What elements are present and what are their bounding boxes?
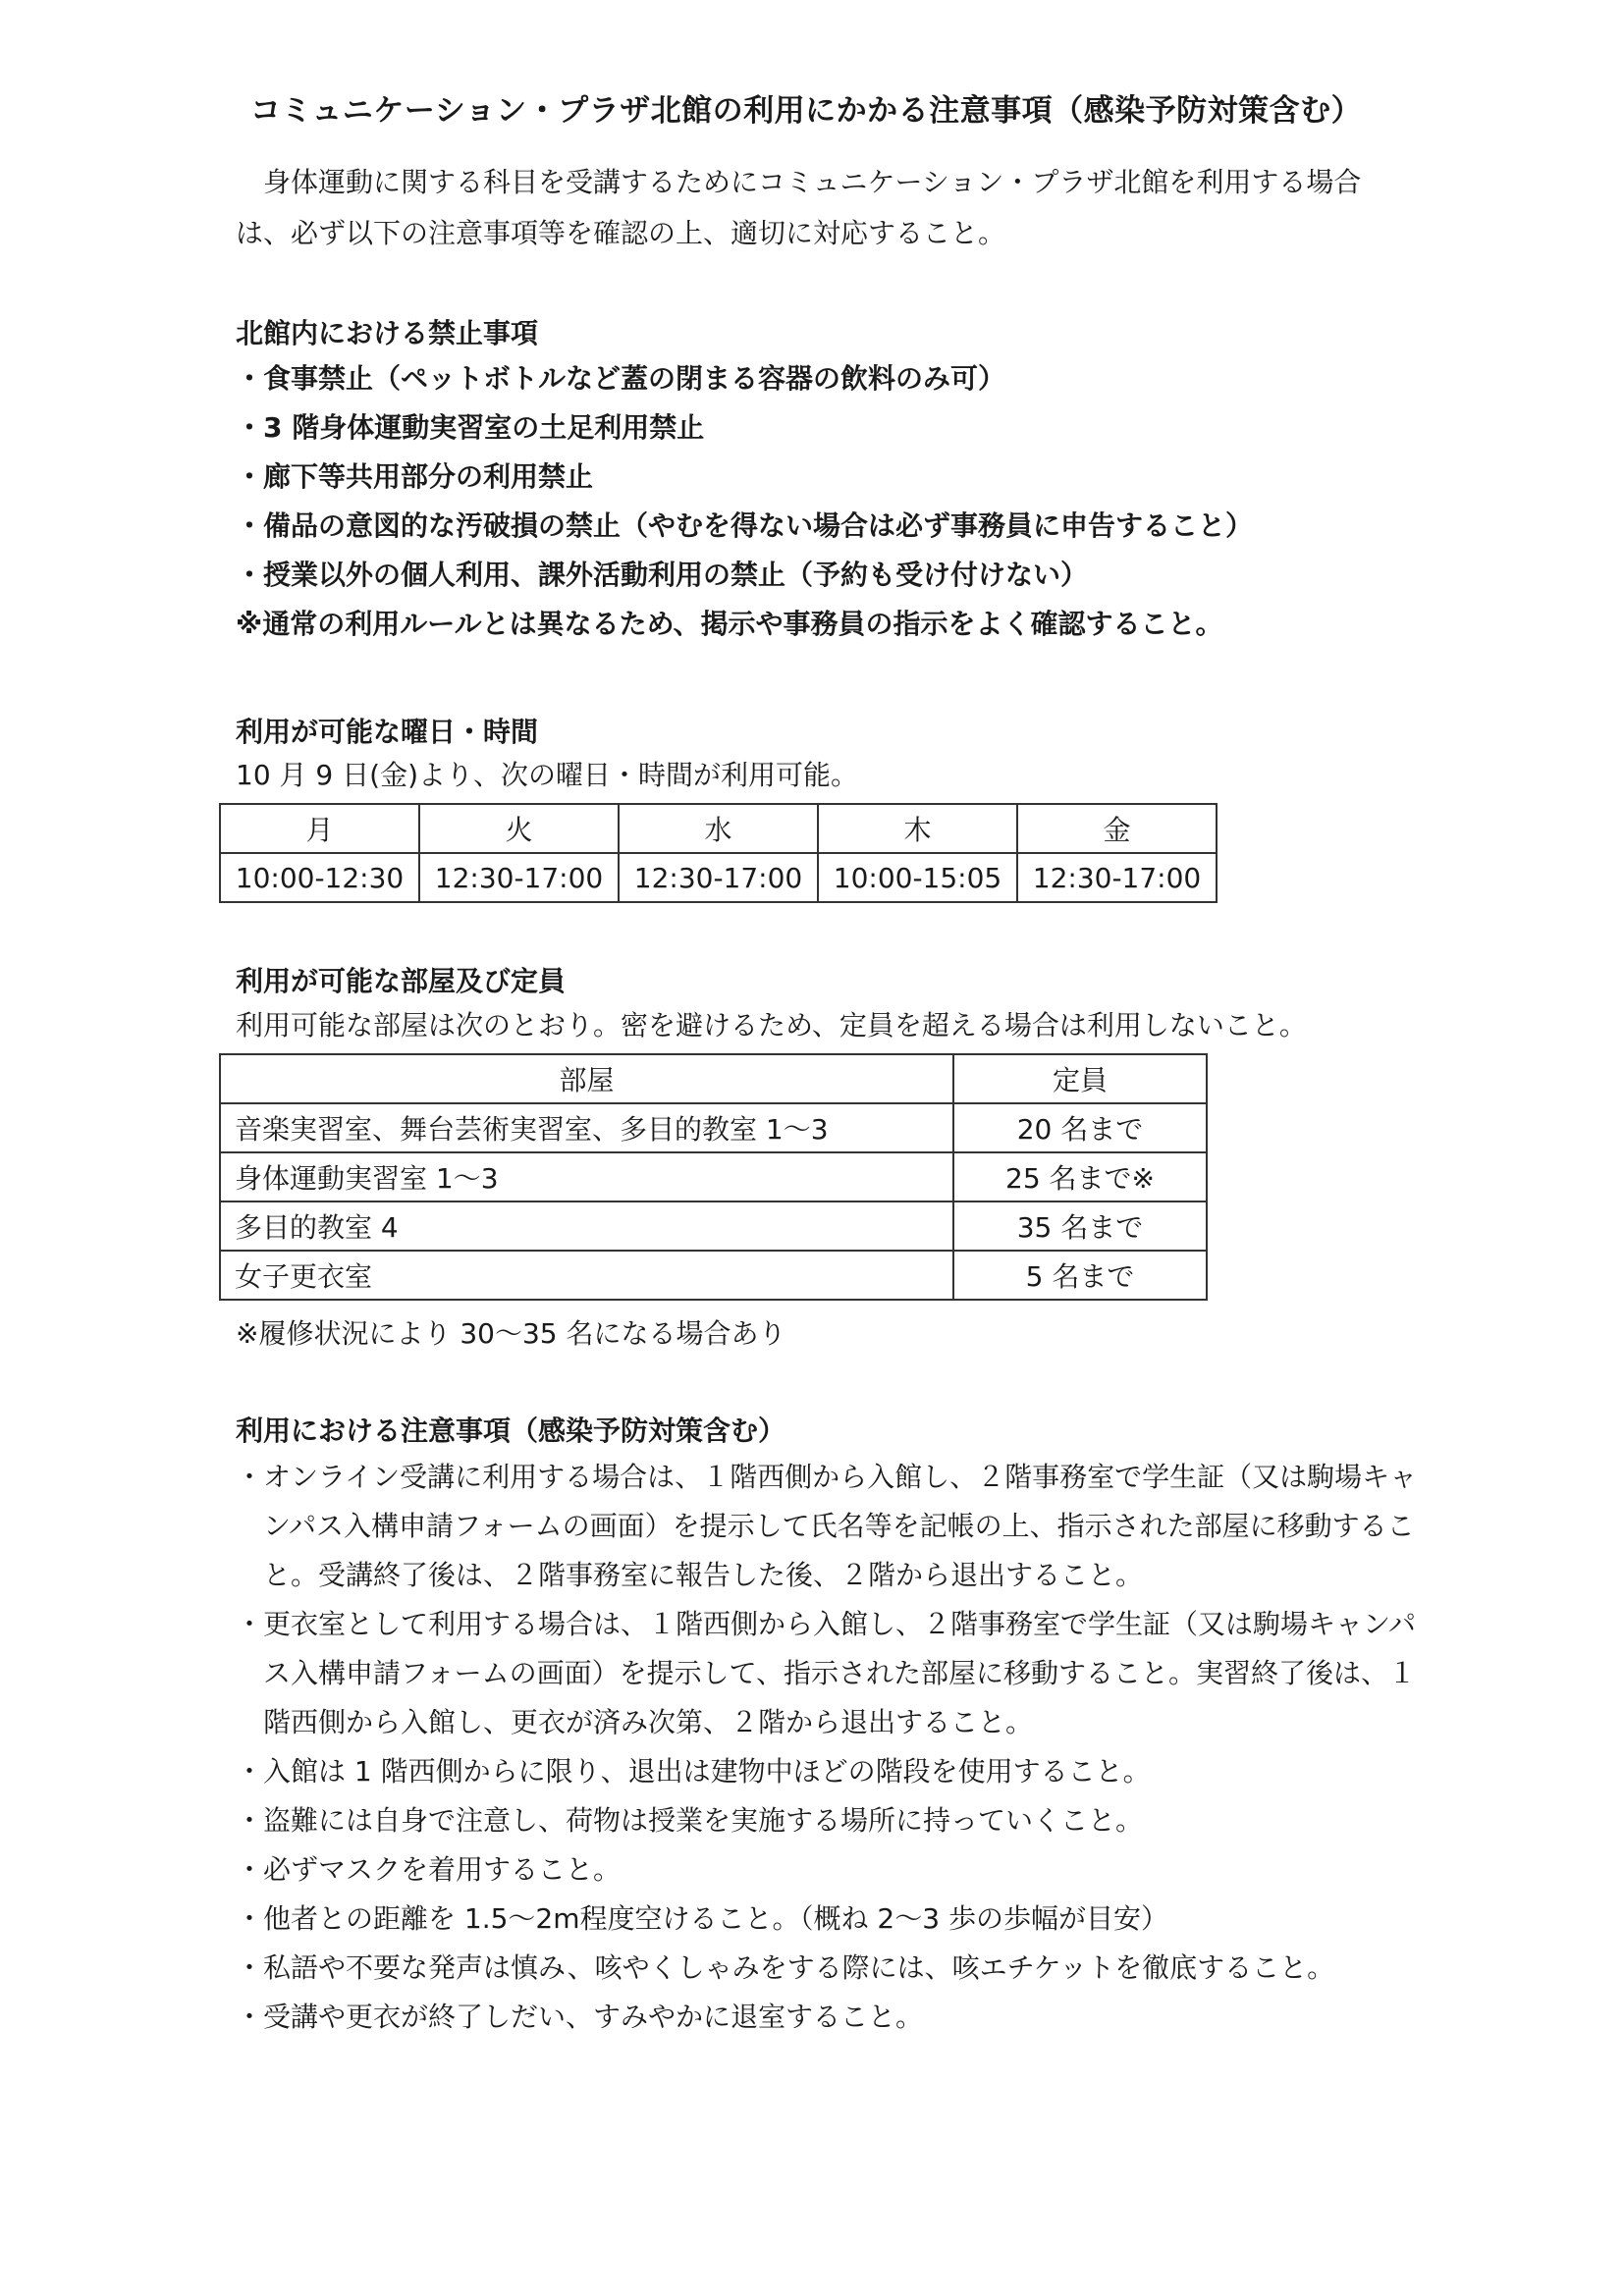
list-item: ・私語や不要な発声は慎み、咳やくしゃみをする際には、咳エチケットを徹底すること。 (236, 1951, 1335, 1984)
list-item: ・3 階身体運動実習室の土足利用禁止 (236, 411, 705, 444)
capacity-cell: 5 名まで (953, 1251, 1207, 1300)
list-item: ・オンライン受講に利用する場合は、１階西側から入館し、２階事務室で学生証（又は駒場キャンパス入構申請フォームの画面）を提示して氏名等を記帳の上、指示された部屋に移動すること。受講終了後は、２階事務室に報告した後、２階から退出すること。 (236, 1461, 1418, 1591)
list-item: ・他者との距離を 1.5〜2m程度空けること。（概ね 2〜3 歩の歩幅が目安） (236, 1902, 1168, 1935)
precautions-heading: 利用における注意事項（感染予防対策含む） (236, 1415, 786, 1447)
list-item: ・入館は 1 階西側からに限り、退出は建物中ほどの階段を使用すること。 (236, 1755, 1151, 1788)
rooms-footnote: ※履修状況により 30〜35 名になる場合あり (236, 1317, 786, 1350)
room-header: 部屋 (220, 1054, 953, 1103)
day-cell: 月 (220, 804, 419, 853)
list-item: ・備品の意図的な汚破損の禁止（やむを得ない場合は必ず事務員に申告すること） (236, 509, 1254, 542)
capacity-cell: 25 名まで※ (953, 1152, 1207, 1201)
table-row (220, 1251, 1207, 1300)
prohibitions-heading: 北館内における禁止事項 (236, 317, 539, 349)
list-item: ・廊下等共用部分の利用禁止 (236, 460, 594, 493)
list-item: ・盗難には自身で注意し、荷物は授業を実施する場所に持っていくこと。 (236, 1804, 1144, 1837)
room-cell: 女子更衣室 (220, 1251, 953, 1300)
table-row (220, 1103, 1207, 1152)
day-cell: 水 (619, 804, 818, 853)
time-cell: 12:30-17:00 (1017, 853, 1217, 902)
rooms-table (219, 1053, 1208, 1301)
table-row (220, 804, 1217, 853)
table-row (220, 1152, 1207, 1201)
schedule-heading: 利用が可能な曜日・時間 (236, 716, 539, 748)
document-title: コミュニケーション・プラザ北館の利用にかかる注意事項（感染予防対策含む） (250, 93, 1363, 129)
room-cell: 身体運動実習室 1〜3 (220, 1152, 953, 1201)
list-item: ・授業以外の個人利用、課外活動利用の禁止（予約も受け付けない） (236, 559, 1089, 591)
time-cell: 10:00-15:05 (818, 853, 1017, 902)
time-cell: 12:30-17:00 (419, 853, 619, 902)
day-cell: 火 (419, 804, 619, 853)
room-cell: 音楽実習室、舞台芸術実習室、多目的教室 1〜3 (220, 1103, 953, 1152)
intro-paragraph: 身体運動に関する科目を受講するためにコミュニケーション・プラザ北館を利用する場合は、必ず以下の注意事項等を確認の上、適切に対応すること。 (236, 166, 1362, 249)
rooms-heading: 利用が可能な部屋及び定員 (236, 965, 567, 997)
list-item: ・受講や更衣が終了しだい、すみやかに退室すること。 (236, 2001, 924, 2033)
capacity-cell: 35 名まで (953, 1201, 1207, 1251)
table-row (220, 1054, 1207, 1103)
schedule-table (219, 803, 1218, 903)
capacity-header: 定員 (953, 1054, 1207, 1103)
table-row (220, 853, 1217, 902)
day-cell: 金 (1017, 804, 1217, 853)
capacity-cell: 20 名まで (953, 1103, 1207, 1152)
list-item: ※通常の利用ルールとは異なるため、掲示や事務員の指示をよく確認すること。 (236, 608, 1223, 640)
list-item: ・更衣室として利用する場合は、１階西側から入館し、２階事務室で学生証（又は駒場キャンパス入構申請フォームの画面）を提示して、指示された部屋に移動すること。実習終了後は、１階西側から入館し、更衣が済み次第、２階から退出すること。 (236, 1608, 1417, 1738)
schedule-note: 10 月 9 日(金)より、次の曜日・時間が利用可能。 (236, 759, 858, 791)
time-cell: 12:30-17:00 (619, 853, 818, 902)
room-cell: 多目的教室 4 (220, 1201, 953, 1251)
list-item: ・必ずマスクを着用すること。 (236, 1853, 622, 1886)
precautions-list (236, 1453, 1422, 2042)
prohibitions-list (236, 354, 1253, 649)
rooms-note: 利用可能な部屋は次のとおり。密を避けるため、定員を超える場合は利用しないこと。 (236, 1009, 1307, 1041)
day-cell: 木 (818, 804, 1017, 853)
list-item: ・食事禁止（ペットボトルなど蓋の閉まる容器の飲料のみ可） (236, 362, 1006, 395)
table-row (220, 1201, 1207, 1251)
time-cell: 10:00-12:30 (220, 853, 419, 902)
